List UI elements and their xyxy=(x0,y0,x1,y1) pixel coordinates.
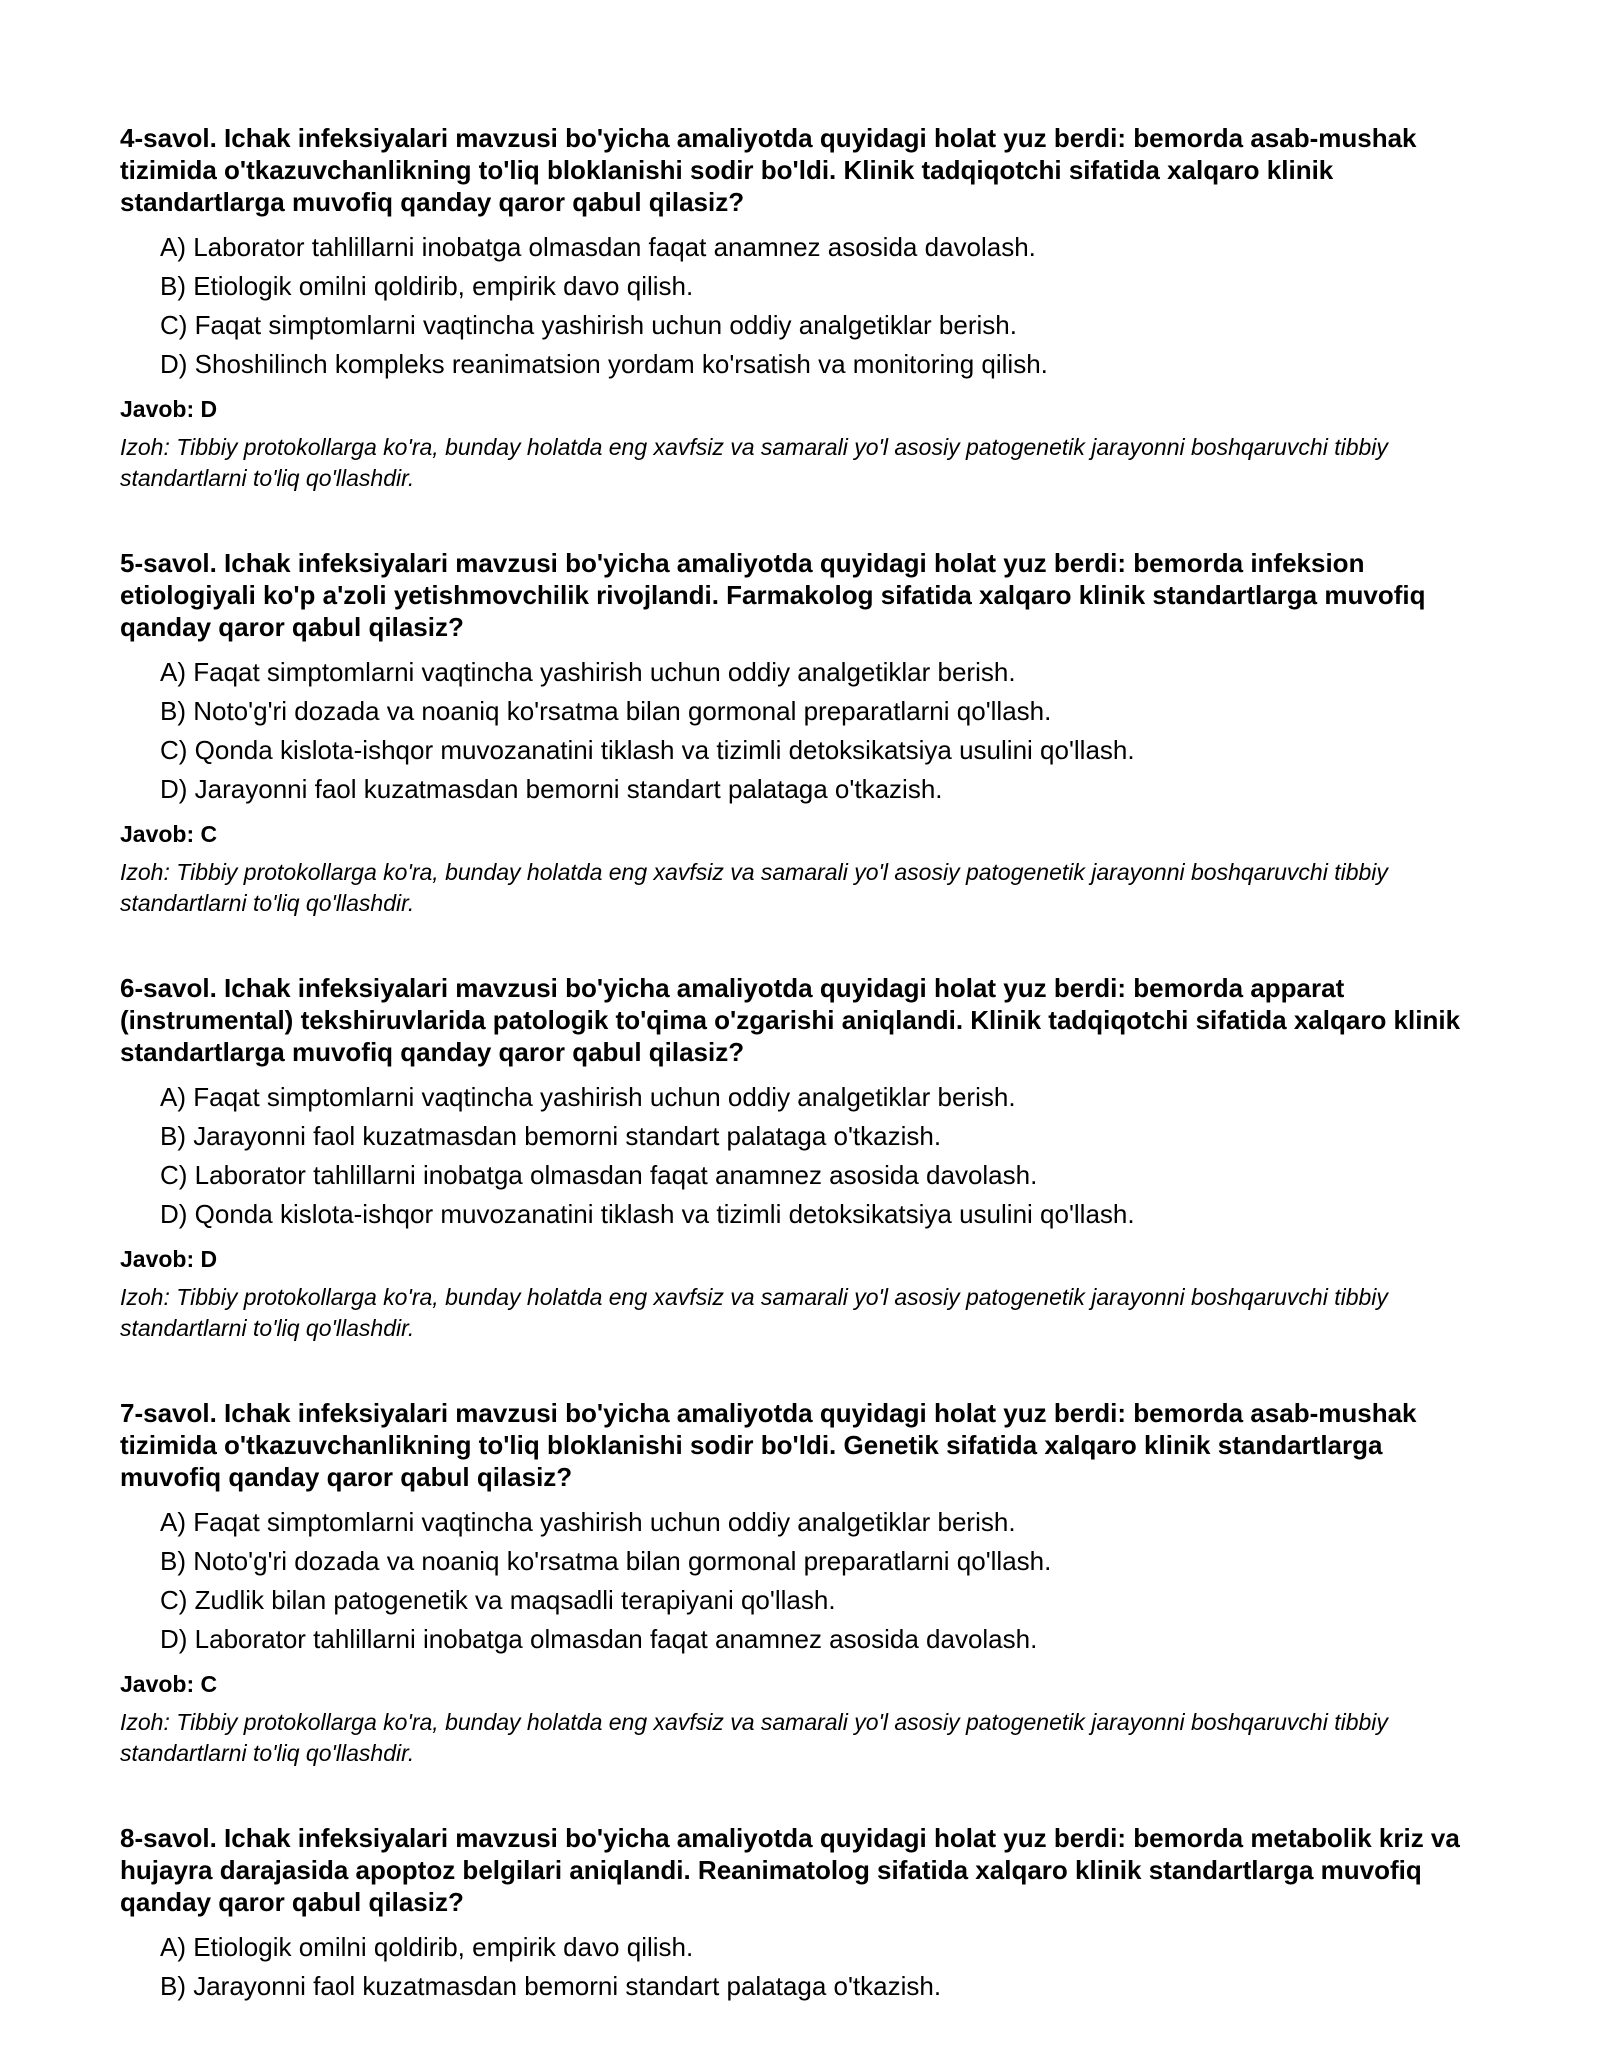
explanation-note: Izoh: Tibbiy protokollarga ko'ra, bunday holatda eng xavfsiz va samarali yo'l asosiy patogenetik jarayonni boshqaruvchi tibbiy standartlarni to'liq qo'llashdir. xyxy=(120,1709,1388,1766)
explanation-note: Izoh: Tibbiy protokollarga ko'ra, bunday holatda eng xavfsiz va samarali yo'l asosiy patogenetik jarayonni boshqaruvchi tibbiy standartlarni to'liq qo'llashdir. xyxy=(120,859,1388,916)
explanation-note: Izoh: Tibbiy protokollarga ko'ra, bunday holatda eng xavfsiz va samarali yo'l asosiy patogenetik jarayonni boshqaruvchi tibbiy standartlarni to'liq qo'llashdir. xyxy=(120,434,1388,491)
option-b: B) Noto'g'ri dozada va noaniq ko'rsatma bilan gormonal preparatlarni qo'llash. xyxy=(160,1546,1052,1576)
question-block xyxy=(120,1822,1480,2006)
option-a: A) Faqat simptomlarni vaqtincha yashirish uchun oddiy analgetiklar berish. xyxy=(160,1082,1016,1112)
answer-key: Javob: D xyxy=(120,1246,218,1272)
question-title: 8-savol. Ichak infeksiyalari mavzusi bo'yicha amaliyotda quyidagi holat yuz berdi: bemorda metabolik kriz va hujayra darajasida apoptoz belgilari aniqlandi. Reanimatolog sifatida xalqaro klinik standartlarga muvofiq qanday qaror qabul qilasiz? xyxy=(120,1823,1460,1917)
option-c: C) Faqat simptomlarni vaqtincha yashirish uchun oddiy analgetiklar berish. xyxy=(160,310,1017,340)
option-d: D) Shoshilinch kompleks reanimatsion yordam ko'rsatish va monitoring qilish. xyxy=(160,349,1048,379)
answer-options xyxy=(120,1928,1480,2006)
document-page xyxy=(120,122,1480,2059)
question-block xyxy=(120,1397,1480,1769)
answer-options xyxy=(120,1503,1480,1659)
option-a: A) Faqat simptomlarni vaqtincha yashirish uchun oddiy analgetiklar berish. xyxy=(160,1507,1016,1537)
answer-key: Javob: C xyxy=(120,1671,218,1697)
answer-options xyxy=(120,1078,1480,1234)
option-a: A) Etiologik omilni qoldirib, empirik davo qilish. xyxy=(160,1932,694,1962)
option-a: A) Laborator tahlillarni inobatga olmasdan faqat anamnez asosida davolash. xyxy=(160,232,1036,262)
answer-key: Javob: C xyxy=(120,821,218,847)
option-c: C) Laborator tahlillarni inobatga olmasdan faqat anamnez asosida davolash. xyxy=(160,1160,1038,1190)
question-block xyxy=(120,547,1480,919)
option-b: B) Jarayonni faol kuzatmasdan bemorni standart palataga o'tkazish. xyxy=(160,1971,942,2001)
answer-options xyxy=(120,228,1480,384)
option-a: A) Faqat simptomlarni vaqtincha yashirish uchun oddiy analgetiklar berish. xyxy=(160,657,1016,687)
question-block xyxy=(120,972,1480,1344)
option-b: B) Jarayonni faol kuzatmasdan bemorni standart palataga o'tkazish. xyxy=(160,1121,942,1151)
option-d: D) Qonda kislota-ishqor muvozanatini tiklash va tizimli detoksikatsiya usulini qo'llash. xyxy=(160,1199,1135,1229)
question-title: 7-savol. Ichak infeksiyalari mavzusi bo'yicha amaliyotda quyidagi holat yuz berdi: bemorda asab-mushak tizimida o'tkazuvchanlikning to'liq bloklanishi sodir bo'ldi. Genetik sifatida xalqaro klinik standartlarga muvofiq qanday qaror qabul qilasiz? xyxy=(120,1398,1417,1492)
question-title: 4-savol. Ichak infeksiyalari mavzusi bo'yicha amaliyotda quyidagi holat yuz berdi: bemorda asab-mushak tizimida o'tkazuvchanlikning to'liq bloklanishi sodir bo'ldi. Klinik tadqiqotchi sifatida xalqaro klinik standartlarga muvofiq qanday qaror qabul qilasiz? xyxy=(120,123,1417,217)
option-c: C) Qonda kislota-ishqor muvozanatini tiklash va tizimli detoksikatsiya usulini qo'llash. xyxy=(160,735,1135,765)
option-b: B) Etiologik omilni qoldirib, empirik davo qilish. xyxy=(160,271,694,301)
option-c: C) Zudlik bilan patogenetik va maqsadli terapiyani qo'llash. xyxy=(160,1585,836,1615)
answer-options xyxy=(120,653,1480,809)
question-title: 5-savol. Ichak infeksiyalari mavzusi bo'yicha amaliyotda quyidagi holat yuz berdi: bemorda infeksion etiologiyali ko'p a'zoli yetishmovchilik rivojlandi. Farmakolog sifatida xalqaro klinik standartlarga muvofiq qanday qaror qabul qilasiz? xyxy=(120,548,1426,642)
question-title: 6-savol. Ichak infeksiyalari mavzusi bo'yicha amaliyotda quyidagi holat yuz berdi: bemorda apparat (instrumental) tekshiruvlarida patologik to'qima o'zgarishi aniqlandi. Klinik tadqiqotchi sifatida xalqaro klinik standartlarga muvofiq qanday qaror qabul qilasiz? xyxy=(120,973,1461,1067)
explanation-note: Izoh: Tibbiy protokollarga ko'ra, bunday holatda eng xavfsiz va samarali yo'l asosiy patogenetik jarayonni boshqaruvchi tibbiy standartlarni to'liq qo'llashdir. xyxy=(120,1284,1388,1341)
option-b: B) Noto'g'ri dozada va noaniq ko'rsatma bilan gormonal preparatlarni qo'llash. xyxy=(160,696,1052,726)
option-d: D) Laborator tahlillarni inobatga olmasdan faqat anamnez asosida davolash. xyxy=(160,1624,1038,1654)
question-block xyxy=(120,122,1480,494)
answer-key: Javob: D xyxy=(120,396,218,422)
option-d: D) Jarayonni faol kuzatmasdan bemorni standart palataga o'tkazish. xyxy=(160,774,943,804)
